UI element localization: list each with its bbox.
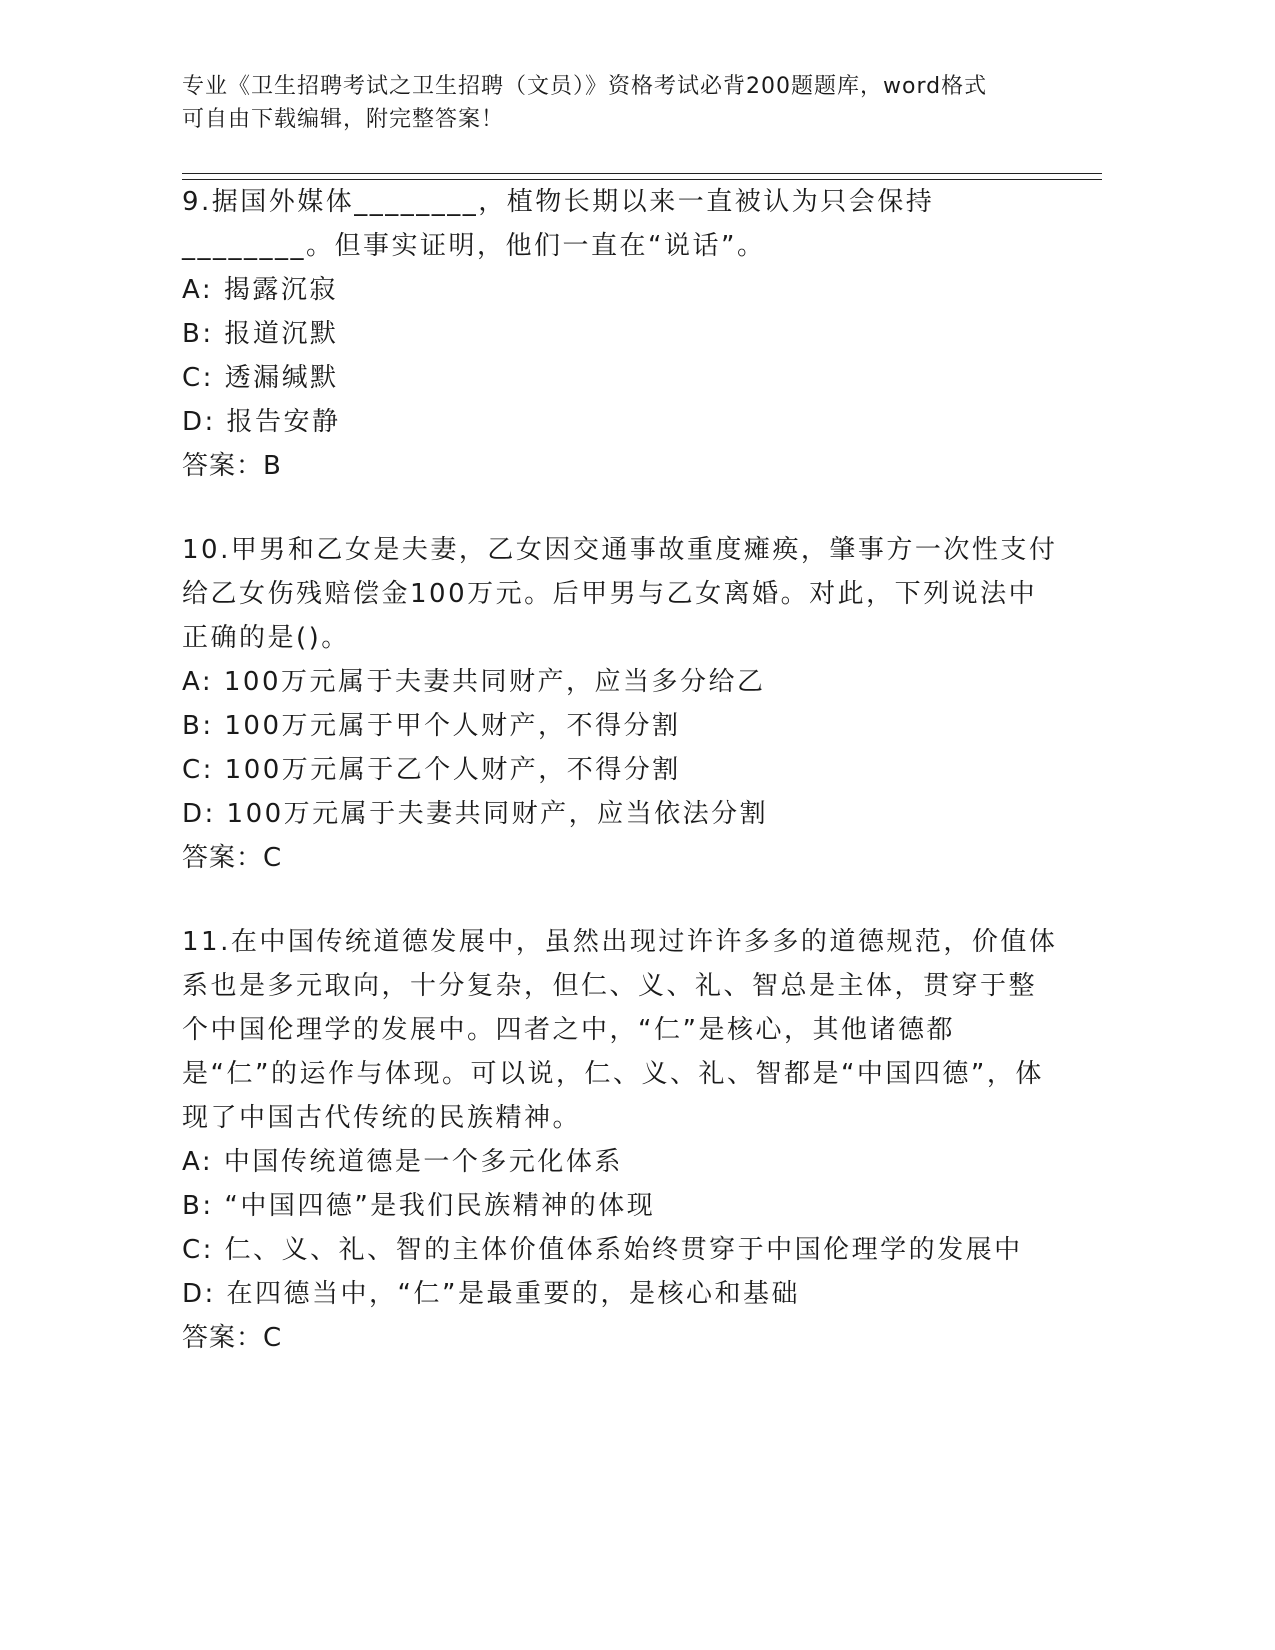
- option-b: B: “中国四德”是我们民族精神的体现: [182, 1191, 656, 1221]
- question-stem: 10.甲男和乙女是夫妻，乙女因交通事故重度瘫痪，肇事方一次性支付给乙女伤残赔偿金100万元。后甲男与乙女离婚。对此，下列说法中正确的是()。: [182, 535, 1058, 653]
- header-line-1: 专业《卫生招聘考试之卫生招聘（文员）》资格考试必背200题题库，word格式: [182, 74, 988, 99]
- option-a: A: 中国传统道德是一个多元化体系: [182, 1147, 623, 1177]
- question-11: [182, 920, 1062, 1360]
- question-10: [182, 528, 1062, 880]
- option-c: C: 100万元属于乙个人财产，不得分割: [182, 755, 681, 785]
- option-d: D: 100万元属于夫妻共同财产，应当依法分割: [182, 799, 769, 829]
- option-b: B: 100万元属于甲个人财产，不得分割: [182, 711, 681, 741]
- header-line-2: 可自由下载编辑，附完整答案！: [182, 107, 505, 132]
- option-b: B: 报道沉默: [182, 319, 339, 349]
- option-c: C: 仁、义、礼、智的主体价值体系始终贯穿于中国伦理学的发展中: [182, 1235, 1023, 1265]
- question-stem: 11.在中国传统道德发展中，虽然出现过许许多多的道德规范，价值体系也是多元取向，十分复杂，但仁、义、礼、智总是主体，贯穿于整个中国伦理学的发展中。四者之中，“仁”是核心，其他诸德都是“仁”的运作与体现。可以说，仁、义、礼、智都是“中国四德”，体现了中国古代传统的民族精神。: [182, 927, 1058, 1133]
- option-a: A: 揭露沉寂: [182, 275, 338, 305]
- option-d: D: 报告安静: [182, 407, 341, 437]
- option-c: C: 透漏缄默: [182, 363, 339, 393]
- question-9: [182, 180, 1062, 488]
- answer-line: 答案：C: [182, 843, 283, 873]
- header-divider-top: [182, 173, 1102, 174]
- document-header: [182, 70, 1082, 136]
- option-a: A: 100万元属于夫妻共同财产，应当多分给乙: [182, 667, 766, 697]
- option-d: D: 在四德当中，“仁”是最重要的，是核心和基础: [182, 1279, 800, 1309]
- answer-line: 答案：C: [182, 1323, 283, 1353]
- question-stem: 9.据国外媒体________，植物长期以来一直被认为只会保持________。但事实证明，他们一直在“说话”。: [182, 187, 935, 261]
- answer-line: 答案：B: [182, 451, 282, 481]
